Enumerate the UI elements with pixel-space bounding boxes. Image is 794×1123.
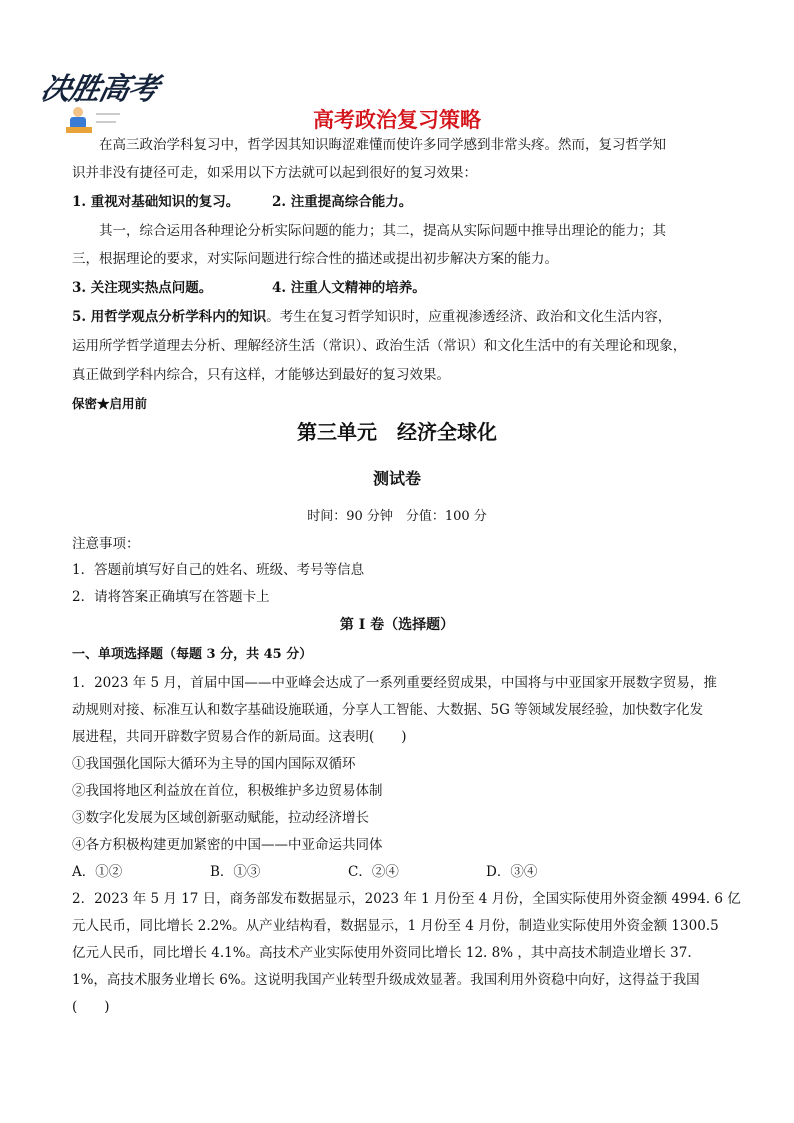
question-1-stem: 动规则对接、标准互认和数字基础设施联通，分享人工智能、大数据、5G 等领域发展经验，加快数字化发 — [72, 702, 704, 718]
tip-5-body: 真正做到学科内综合，只有这样，才能够达到最好的复习效果。 — [72, 367, 450, 383]
tip-row — [72, 279, 722, 297]
question-2-stem: ( ) — [72, 999, 110, 1015]
question-2-stem: 亿元人民币，同比增长 4.1%。高技术产业实际使用外资同比增长 12. 8% ，其中高技术制造业增长 37. — [72, 945, 692, 961]
tip-5-body: 。考生在复习哲学知识时，应重视渗透经济、政治和文化生活内容， — [266, 309, 672, 325]
tip-3: 3. 关注现实热点问题。 — [72, 280, 213, 296]
notes-item: 1．答题前填写好自己的姓名、班级、考号等信息 — [72, 562, 365, 578]
question-2-stem: 2．2023 年 5 月 17 日，商务部发布数据显示，2023 年 1 月份至 4 月份，全国实际使用外资金额 4994. 6 亿 — [72, 891, 741, 907]
tip-row — [72, 193, 722, 211]
unit-title: 第三单元 经济全球化 — [297, 420, 497, 444]
logo-text: 决胜高考 — [37, 72, 161, 107]
question-1-stem: 1．2023 年 5 月，首届中国——中亚峰会达成了一系列重要经贸成果，中国将与中亚国家开展数字贸易，推 — [72, 675, 717, 691]
secret-label: 保密★启用前 — [72, 396, 148, 411]
tip-2-body: 三，根据理论的要求，对实际问题进行综合性的描述或提出初步解决方案的能力。 — [72, 251, 558, 267]
question-1-item: ③数字化发展为区域创新驱动赋能，拉动经济增长 — [72, 810, 369, 826]
notes-item: 2．请将答案正确填写在答题卡上 — [72, 589, 270, 605]
tip-5-body: 运用所学哲学道理去分析、理解经济生活（常识）、政治生活（常识）和文化生活中的有关理论和现象， — [72, 338, 687, 354]
question-1-stem: 展进程，共同开辟数字贸易合作的新局面。这表明( ) — [72, 729, 407, 745]
notes-label: 注意事项： — [72, 536, 140, 552]
question-1-item: ④各方积极构建更加紧密的中国——中亚命运共同体 — [72, 837, 383, 853]
question-1-item: ②我国将地区利益放在首位，积极维护多边贸易体制 — [72, 783, 383, 799]
intro-line: 在高三政治学科复习中，哲学因其知识晦涩难懂而使许多同学感到非常头疼。然而，复习哲学知 — [99, 137, 666, 153]
page-title: 高考政治复习策略 — [313, 108, 481, 132]
option-a: A．①② — [72, 864, 123, 880]
question-1-options — [72, 863, 722, 881]
tip-1: 1. 重视对基础知识的复习。 — [72, 194, 240, 210]
part-title: 第 I 卷（选择题） — [339, 617, 455, 633]
tip-2: 2. 注重提高综合能力。 — [272, 194, 413, 210]
tip-5 — [72, 308, 722, 326]
question-2-stem: 元人民币，同比增长 2.2%。从产业结构看，数据显示，1 月份至 4 月份，制造业实际使用外资金额 1300.5 — [72, 918, 719, 934]
tip-5-head: 5. 用哲学观点分析学科内的知识 — [72, 309, 267, 325]
question-1-item: ①我国强化国际大循环为主导的国内国际双循环 — [72, 756, 356, 772]
option-c: C．②④ — [348, 864, 399, 880]
question-2-stem: 1%，高技术服务业增长 6%。这说明我国产业转型升级成效显著。我国利用外资稳中向好，这得益于我国 — [72, 972, 700, 988]
option-b: B．①③ — [210, 864, 261, 880]
exam-title: 测试卷 — [372, 469, 421, 488]
section-title: 一、单项选择题（每题 3 分，共 45 分） — [72, 647, 313, 662]
intro-line: 识并非没有捷径可走，如采用以下方法就可以起到很好的复习效果： — [72, 165, 477, 181]
time-info: 时间：90 分钟 分值：100 分 — [307, 509, 487, 524]
tip-2-body: 其一，综合运用各种理论分析实际问题的能力；其二，提高从实际问题中推导出理论的能力；其 — [99, 223, 666, 239]
option-d: D．③④ — [486, 864, 538, 880]
tip-4: 4. 注重人文精神的培养。 — [272, 280, 426, 296]
